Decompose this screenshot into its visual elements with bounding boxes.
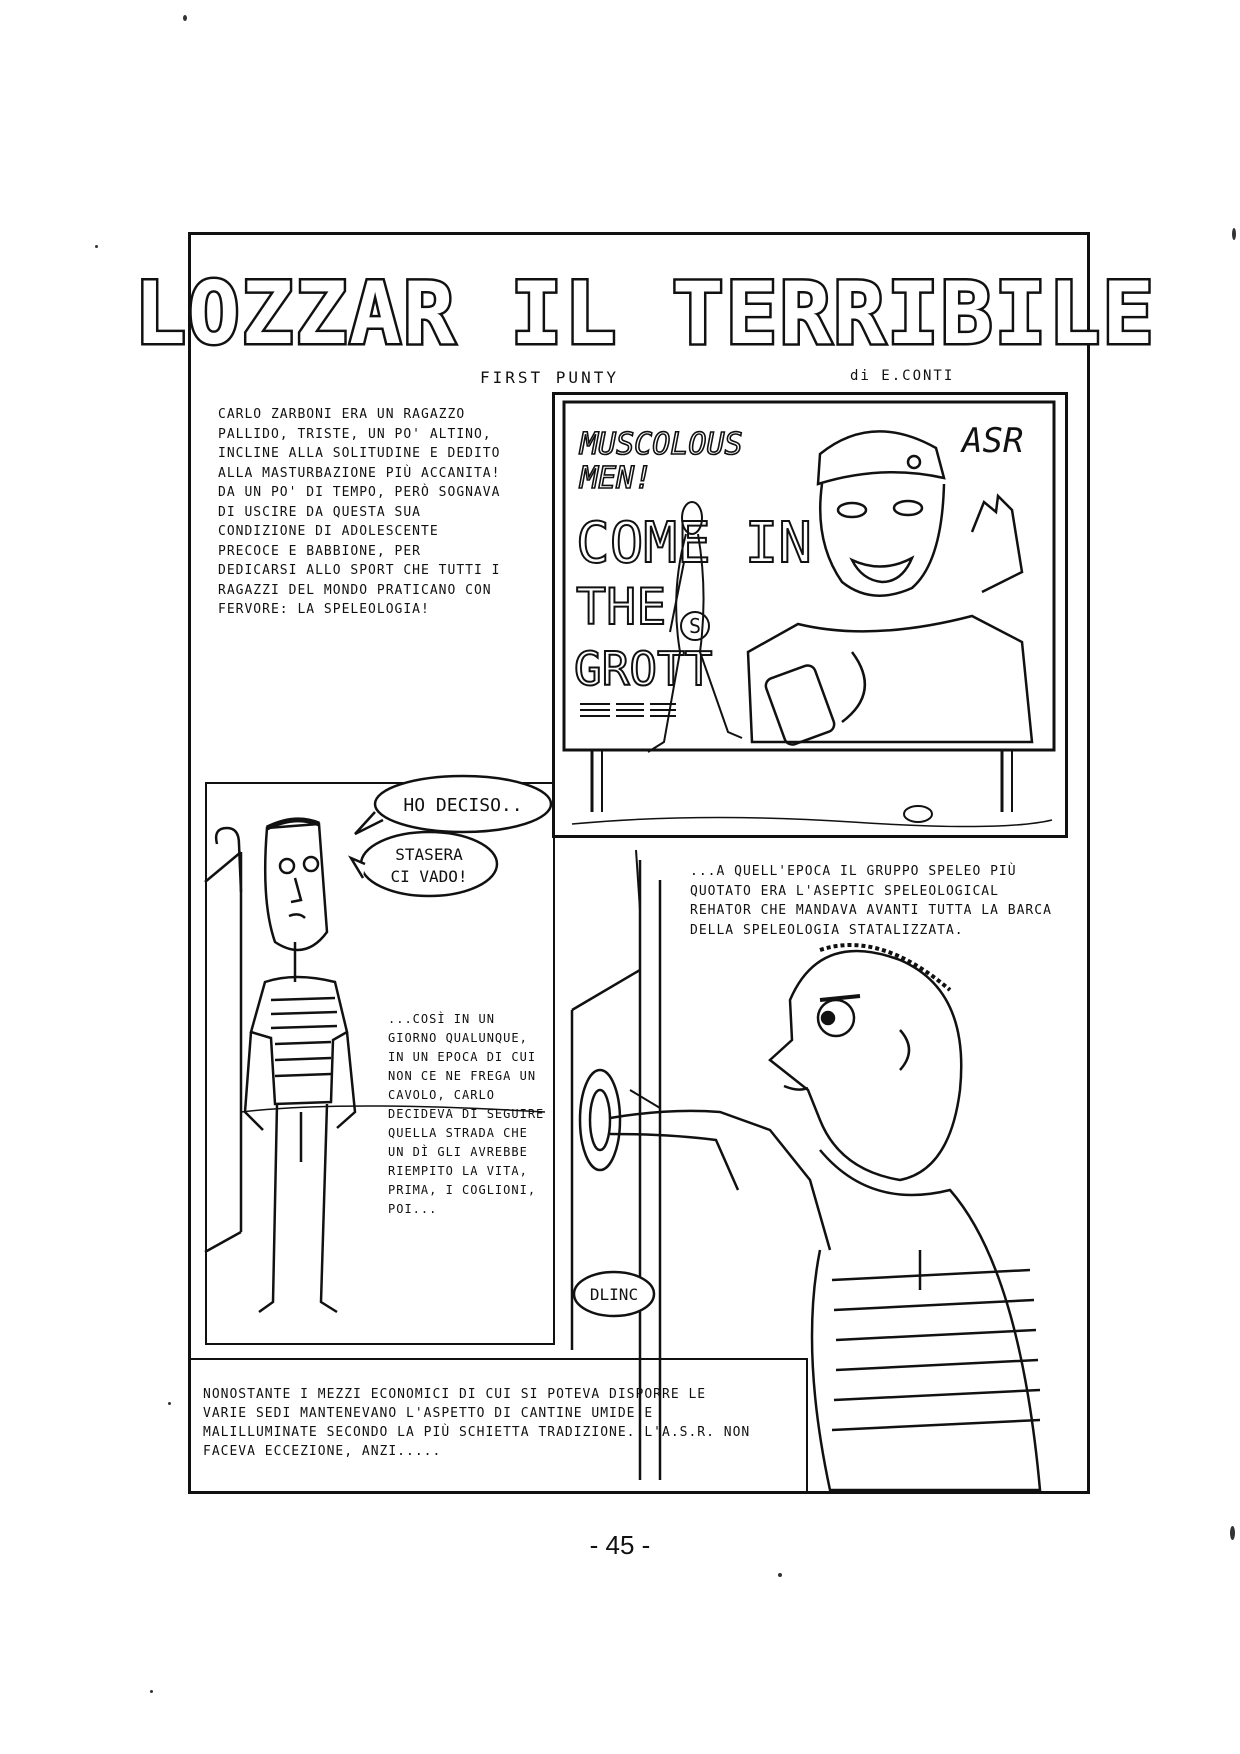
episode-subtitle: FIRST PUNTY: [480, 368, 619, 387]
speech-bubble-2-line-2: CI VADO!: [390, 867, 468, 886]
poster-big-s: S: [688, 614, 702, 638]
poster-headline-1: MUSCOLOUS: [580, 427, 743, 462]
panel-1-caption: CARLO ZARBONI ERA UN RAGAZZO PALLIDO, TRISTE, UN PO' ALTINO, INCLINE ALLA SOLITUDINE E DEDITO ALLA MASTURBAZIONE PIÙ ACCANITA! DA UN PO' DI TEMPO, PERÒ SOGNAVA DI USCIRE DA QUESTA SUA CONDIZIONE DI ADOLESCENTE PRECOCE E BABBIONE, PER DEDICARSI ALLO SPORT CHE TUTTI I RAGAZZI DEL MONDO PRATICANO CON FERVORE: LA SPELEOLOGIA!: [218, 407, 501, 617]
panel-3-caption: ...A QUELL'EPOCA IL GRUPPO SPELEO PIÙ QUOTATO ERA L'ASEPTIC SPELEOLOGICAL REHATOR CHE MANDAVA AVANTI TUTTA LA BARCA DELLA SPELEOLOGIA STATALIZZATA.: [690, 864, 1052, 938]
poster-big-line-2: THE: [576, 578, 667, 636]
speech-bubble-2-line-1: STASERA: [395, 845, 463, 864]
poster-asr-logo: ASR: [962, 421, 1024, 461]
panel-2-caption: ...COSÌ IN UN GIORNO QUALUNQUE, IN UN EPOCA DI CUI NON CE NE FREGA UN CAVOLO, CARLO DECIDEVA DI SEGUIRE QUELLA STRADA CHE UN DÌ GLI AVREBBE RIEMPITO LA VITA, PRIMA, I COGLIONI, POI...: [388, 1012, 545, 1216]
poster-headline-2: MEN!: [580, 461, 653, 496]
comic-title-text: LOZZAR IL TERRIBILE: [134, 264, 1156, 364]
muscle-man-drawing: [748, 431, 1032, 746]
page-number: - 45 -: [589, 1530, 651, 1560]
doorbell-sound-effect: DLINC: [589, 1285, 639, 1304]
poster-hatch-lines: [580, 704, 676, 716]
speech-bubble-1: HO DECISO..: [403, 795, 523, 816]
comic-title: [134, 255, 1156, 365]
poster-illustration: [552, 392, 1068, 838]
poster-big-line-3: GROTT: [574, 642, 713, 696]
bottom-caption: NONOSTANTE I MEZZI ECONOMICI DI CUI SI POTEVA DISPORRE LE VARIE SEDI MANTENEVANO L'ASPETTO DI CANTINE UMIDE E MALILLUMINATE SECONDO LA PIÙ SCHIETTA TRADIZIONE. L'A.S.R. NON FACEVA ECCEZIONE, ANZI.....: [203, 1387, 751, 1459]
poster-big-line-1: COME IN: [576, 511, 813, 576]
author-credit: di E.CONTI: [850, 368, 955, 384]
